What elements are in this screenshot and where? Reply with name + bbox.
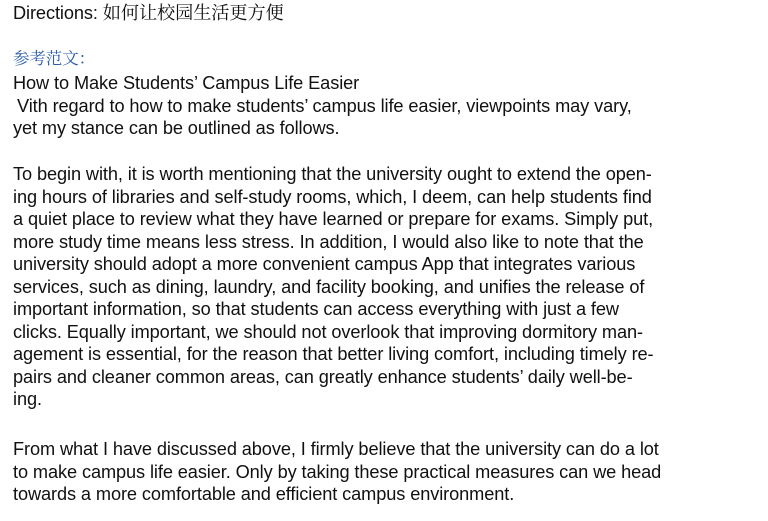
essay-intro (13, 72, 632, 140)
conclusion-line: From what I have discussed above, I firmly believe that the university can do a lot (13, 439, 659, 459)
body-line: more study time means less stress. In addition, I would also like to note that the (13, 231, 644, 252)
body-line: agement is essential, for the reason that better living comfort, including timely re- (13, 344, 654, 364)
intro-line: Vith regard to how to make students’ campus life easier, viewpoints may vary, (17, 95, 632, 116)
body-line: ing. (13, 389, 42, 409)
body-line: services, such as dining, laundry, and facility booking, and unifies the release of (13, 276, 645, 297)
body-line: ing hours of libraries and self-study rooms, which, I deem, can help students find (13, 186, 652, 207)
body-line: clicks. Equally important, we should not overlook that improving dormitory man- (13, 321, 643, 342)
conclusion-line: towards a more comfortable and efficient campus environment. (13, 484, 515, 504)
essay-body-paragraph (13, 163, 654, 411)
body-line: To begin with, it is worth mentioning that the university ought to extend the open- (13, 164, 652, 184)
conclusion-line: to make campus life easier. Only by taking these practical measures can we head (13, 461, 662, 482)
directions-heading: Directions: 如何让校园生活更方便 (13, 3, 284, 23)
body-line: pairs and cleaner common areas, can greatly enhance students’ daily well-be- (13, 366, 633, 387)
body-line: university should adopt a more convenient campus App that integrates various (13, 254, 636, 274)
intro-line: yet my stance can be outlined as follows. (13, 118, 340, 138)
body-line: important information, so that students can access everything with just a few (13, 299, 619, 319)
essay-conclusion-paragraph (13, 438, 661, 506)
essay-title: How to Make Students’ Campus Life Easier (13, 73, 360, 93)
sample-essay-label: 参考范文： (13, 49, 96, 68)
body-line: a quiet place to review what they have learned or prepare for exams. Simply put, (13, 209, 654, 229)
